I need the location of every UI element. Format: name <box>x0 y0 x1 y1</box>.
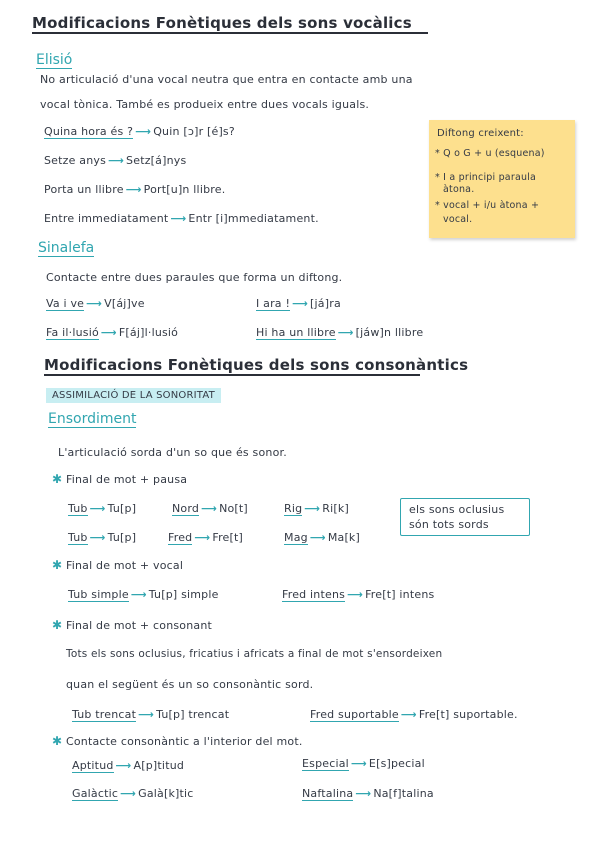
case2-example-2-result: Fre[t] intens <box>365 588 435 601</box>
asterisk-icon: ✱ <box>52 618 63 632</box>
case4-example-4 <box>302 787 434 800</box>
case3-desc-line1: Tots els sons oclusius, fricatius i africats a final de mot s'ensordeixen <box>66 648 443 660</box>
asterisk-icon: ✱ <box>52 558 63 572</box>
case1-example-3-source: Rig <box>284 502 303 515</box>
case1-example-3 <box>284 502 349 515</box>
arrow-icon: ⟶ <box>170 212 187 225</box>
case3-example-2-result: Fre[t] suportable. <box>418 708 518 721</box>
elisio-desc-line2: vocal tònica. També es produeix entre dues vocals iguals. <box>40 98 370 111</box>
sinalefa-example-2-result: [já]ra <box>310 297 341 310</box>
arrow-icon: ⟶ <box>350 757 367 770</box>
case3-desc-line2: quan el següent és un so consonàntic sord. <box>66 678 314 691</box>
case4-example-4-result: Na[f]talina <box>373 787 434 800</box>
case3-example-1 <box>72 708 229 721</box>
sinalefa-example-1-source: Va i ve <box>46 297 85 310</box>
arrow-icon: ⟶ <box>309 531 326 544</box>
sticky-note <box>429 120 575 238</box>
case2-example-2 <box>282 588 434 601</box>
case-1-label: Final de mot + pausa <box>65 473 188 486</box>
sinalefa-example-4 <box>256 326 423 339</box>
case1-example-1-source: Tub <box>68 502 88 515</box>
case1-example-5 <box>168 531 243 544</box>
case4-example-3-source: Galàctic <box>72 787 119 800</box>
sinalefa-example-1-result: V[áj]ve <box>104 297 145 310</box>
case4-example-2-result: E[s]pecial <box>368 757 425 770</box>
elisio-example-3-source: Porta un llibre <box>44 183 124 196</box>
case4-example-1 <box>72 759 184 772</box>
case4-example-4-source: Naftalina <box>302 787 354 800</box>
ensordiment-heading: Ensordiment <box>48 411 137 427</box>
case1-example-3-result: Ri[k] <box>322 502 349 515</box>
elisio-example-4-source: Entre immediatament <box>44 212 169 225</box>
sinalefa-example-4-result: [jáw]n llibre <box>355 326 424 339</box>
arrow-icon: ⟶ <box>194 531 211 544</box>
elisio-example-1-source: Quina hora és ? <box>44 125 134 138</box>
note-line-2b: àtona. <box>443 184 475 195</box>
case1-example-4 <box>68 531 136 544</box>
arrow-icon: ⟶ <box>201 502 218 515</box>
arrow-icon: ⟶ <box>304 502 321 515</box>
sinalefa-example-4-source: Hi ha un llibre <box>256 326 336 339</box>
arrow-icon: ⟶ <box>135 125 152 138</box>
sinalefa-example-3 <box>46 326 178 339</box>
arrow-icon: ⟶ <box>86 297 103 310</box>
arrow-icon: ⟶ <box>125 183 142 196</box>
arrow-icon: ⟶ <box>120 787 137 800</box>
case3-example-2 <box>310 708 518 721</box>
case1-example-6-result: Ma[k] <box>327 531 360 544</box>
elisio-example-3 <box>44 183 225 196</box>
case2-example-1-result: Tu[p] simple <box>148 588 219 601</box>
sinalefa-example-2 <box>256 297 341 310</box>
case1-example-6 <box>284 531 360 544</box>
elisio-example-2 <box>44 154 186 167</box>
case-2 <box>52 558 183 572</box>
arrow-icon: ⟶ <box>115 759 132 772</box>
case1-example-4-source: Tub <box>68 531 88 544</box>
case4-example-3 <box>72 787 194 800</box>
oclusius-box-line2: són tots sords <box>409 518 489 531</box>
elisio-heading: Elisió <box>36 52 73 68</box>
arrow-icon: ⟶ <box>89 502 106 515</box>
case1-example-6-source: Mag <box>284 531 308 544</box>
section-title-consonants: Modificacions Fonètiques dels sons consonàntics <box>44 356 469 374</box>
arrow-icon: ⟶ <box>89 531 106 544</box>
arrow-icon: ⟶ <box>347 588 364 601</box>
elisio-example-1-result: Quin [ɔ]r [é]s? <box>153 125 235 138</box>
note-title: Diftong creixent: <box>437 128 524 139</box>
elisio-example-2-source: Setze anys <box>44 154 107 167</box>
case-2-label: Final de mot + vocal <box>65 559 184 572</box>
sinalefa-example-2-source: I ara ! <box>256 297 291 310</box>
assimilacio-label: ASSIMILACIÓ DE LA SONORITAT <box>46 388 221 403</box>
arrow-icon: ⟶ <box>337 326 354 339</box>
note-line-2a: * I a principi paraula <box>435 172 537 183</box>
asterisk-icon: ✱ <box>52 472 63 486</box>
arrow-icon: ⟶ <box>292 297 309 310</box>
case4-example-1-source: Aptitud <box>72 759 114 772</box>
case3-example-1-result: Tu[p] trencat <box>156 708 230 721</box>
case-4-label: Contacte consonàntic a l'interior del mot. <box>65 735 303 748</box>
note-line-3b: vocal. <box>443 214 473 225</box>
elisio-example-4 <box>44 212 319 225</box>
case4-example-2 <box>302 757 425 770</box>
case1-example-5-result: Fre[t] <box>212 531 244 544</box>
sinalefa-heading: Sinalefa <box>38 240 95 256</box>
case3-example-1-source: Tub trencat <box>72 708 137 721</box>
arrow-icon: ⟶ <box>130 588 147 601</box>
elisio-example-4-result: Entr [i]mmediatament. <box>188 212 319 225</box>
case4-example-1-result: A[p]titud <box>133 759 185 772</box>
case1-example-2 <box>172 502 248 515</box>
case4-example-3-result: Galà[k]tic <box>138 787 194 800</box>
case-4 <box>52 734 303 748</box>
case1-example-2-source: Nord <box>172 502 200 515</box>
case1-example-5-source: Fred <box>168 531 193 544</box>
elisio-example-1 <box>44 125 235 138</box>
elisio-desc-line1: No articulació d'una vocal neutra que entra en contacte amb una <box>40 73 413 86</box>
arrow-icon: ⟶ <box>400 708 417 721</box>
case2-example-1 <box>68 588 219 601</box>
oclusius-box <box>400 498 530 536</box>
arrow-icon: ⟶ <box>355 787 372 800</box>
arrow-icon: ⟶ <box>138 708 155 721</box>
arrow-icon: ⟶ <box>100 326 117 339</box>
arrow-icon: ⟶ <box>108 154 125 167</box>
sinalefa-example-3-source: Fa il·lusió <box>46 326 99 339</box>
note-line-1: * Q o G + u (esquena) <box>435 148 545 159</box>
ensordiment-desc: L'articulació sorda d'un so que és sonor. <box>58 446 287 459</box>
case-1 <box>52 472 187 486</box>
sinalefa-example-1 <box>46 297 145 310</box>
note-line-3a: * vocal + i/u àtona + <box>435 200 540 211</box>
elisio-example-2-result: Setz[á]nys <box>126 154 187 167</box>
case1-example-2-result: No[t] <box>219 502 248 515</box>
case4-example-2-source: Especial <box>302 757 349 770</box>
case1-example-1 <box>68 502 136 515</box>
case3-example-2-source: Fred suportable <box>310 708 399 721</box>
sinalefa-desc: Contacte entre dues paraules que forma un diftong. <box>46 271 343 284</box>
case-3 <box>52 618 212 632</box>
case-3-label: Final de mot + consonant <box>65 619 213 632</box>
case1-example-1-result: Tu[p] <box>107 502 137 515</box>
asterisk-icon: ✱ <box>52 734 63 748</box>
page-title: Modificacions Fonètiques dels sons vocàlics <box>32 14 428 34</box>
case1-example-4-result: Tu[p] <box>107 531 137 544</box>
elisio-example-3-result: Port[u]n llibre. <box>143 183 226 196</box>
sinalefa-example-3-result: F[áj]l·lusió <box>118 326 179 339</box>
oclusius-box-line1: els sons oclusius <box>409 503 505 516</box>
case2-example-2-source: Fred intens <box>282 588 346 601</box>
case2-example-1-source: Tub simple <box>68 588 129 601</box>
